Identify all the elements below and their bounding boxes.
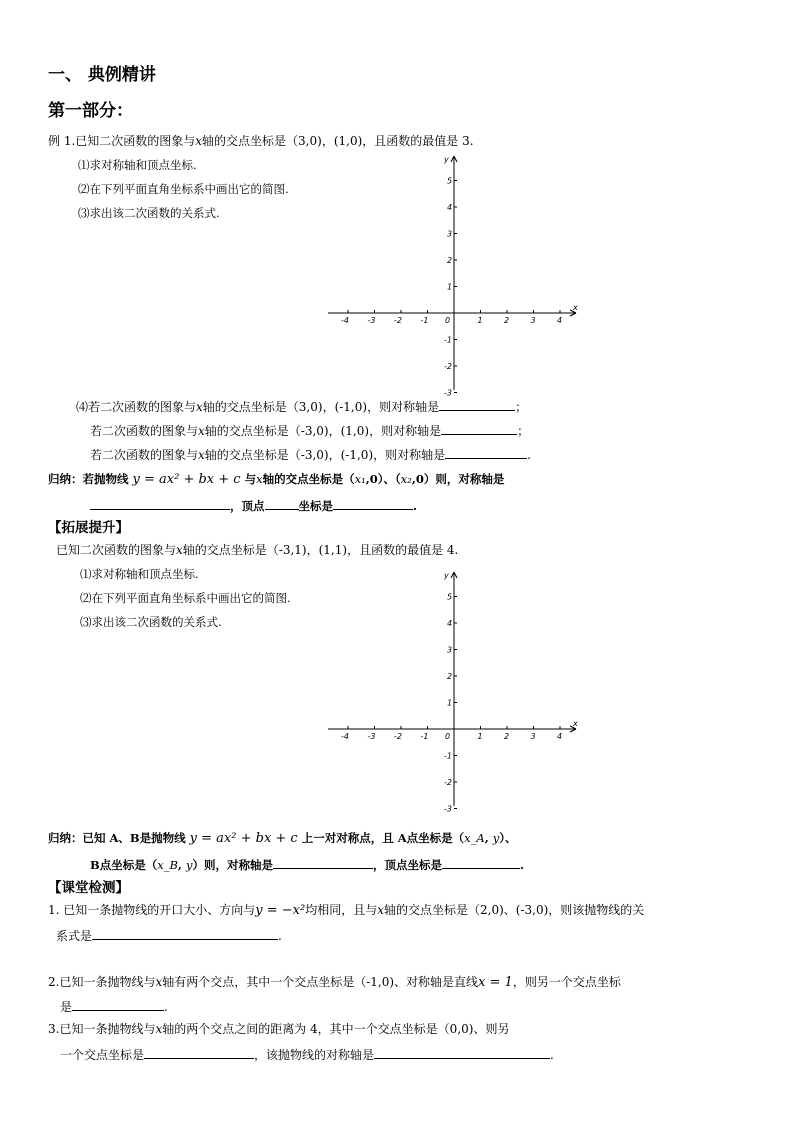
summary2-line1: 归纳：已知 A、B是抛物线 y = ax² + bx + c 上一对对称点，且 A点坐标是（x_A, y）、 [48, 831, 517, 846]
extend-q3: ⑶求出该二次函数的关系式. [80, 615, 222, 629]
coordinate-grid-2 [326, 566, 596, 816]
summary1-line1: 归纳：若抛物线 y = ax² + bx + c 与x轴的交点坐标是（x₁,0）、（x₂,0）则，对称轴是 [48, 472, 505, 487]
y-tick-label: 1 [447, 698, 453, 708]
example1-intro: 例 1.已知二次函数的图象与x轴的交点坐标是（3,0)，(1,0)，且函数的最值是 3. [48, 134, 474, 148]
example1-q4a: ⑷若二次函数的图象与x轴的交点坐标是（3,0)，(-1,0)，则对称轴是 ； [76, 400, 528, 414]
y-tick-label: 1 [447, 282, 453, 292]
y-tick-label: -2 [444, 362, 452, 371]
answer-blank[interactable] [265, 497, 299, 510]
y-tick-label: -1 [444, 335, 452, 345]
x-tick-label: 1 [477, 316, 483, 325]
y-tick-label: 5 [447, 592, 453, 602]
x-tick-label: -1 [420, 316, 429, 325]
x-tick-label: -2 [394, 316, 402, 325]
answer-blank[interactable] [92, 927, 278, 940]
summary2-line2: B点坐标是（x_B, y）则，对称轴是 ，顶点坐标是 . [90, 858, 524, 872]
y-tick-label: -1 [444, 751, 452, 761]
check-problem-1: 1. 已知一条抛物线的开口大小、方向与y = −x²均相同，且与x轴的交点坐标是（2,0)、(-3,0)，则该抛物线的关 [48, 903, 645, 918]
y-tick-label: 2 [447, 672, 453, 681]
extend-intro: 已知二次函数的图象与x轴的交点坐标是（-3,1)，(1,1)，且函数的最值是 4. [56, 543, 459, 557]
x-tick-label: -4 [341, 316, 349, 325]
answer-blank[interactable] [445, 446, 527, 459]
answer-blank[interactable] [442, 856, 520, 869]
extend-title: 【拓展提升】 [48, 520, 129, 536]
x-tick-label: 3 [530, 316, 536, 325]
example1-q2: ⑵在下列平面直角坐标系中画出它的简图. [78, 182, 289, 196]
y-axis-label: y [444, 571, 449, 580]
x-tick-label: 2 [504, 732, 510, 741]
x-tick-label: -2 [394, 732, 402, 741]
x-tick-label: -4 [341, 732, 349, 741]
x-tick-label: 4 [557, 316, 563, 325]
x-tick-label: 2 [504, 316, 510, 325]
y-tick-label: -2 [444, 778, 452, 787]
x-tick-label: -3 [367, 316, 376, 325]
check-problem-1-line2: 系式是 . [56, 929, 282, 943]
example1-q4b: 若二次函数的图象与x轴的交点坐标是（-3,0)，(1,0)，则对称轴是 ； [90, 424, 530, 438]
extend-q2: ⑵在下列平面直角坐标系中画出它的简图. [80, 591, 291, 605]
y-tick-label: -3 [444, 388, 452, 398]
section-heading: 一、 典例精讲 [48, 65, 156, 85]
origin-label: 0 [445, 732, 451, 741]
check-problem-2: 2.已知一条抛物线与x轴有两个交点，其中一个交点坐标是（-1,0)、对称轴是直线x = 1，则另一个交点坐标 [48, 975, 621, 990]
x-tick-label: -1 [420, 732, 429, 741]
y-tick-label: 4 [447, 203, 453, 212]
origin-label: 0 [445, 316, 451, 325]
y-tick-label: 2 [447, 256, 453, 265]
x-tick-label: 1 [477, 732, 483, 741]
example1-q1: ⑴求对称轴和顶点坐标. [78, 158, 197, 172]
y-axis-label: y [444, 155, 449, 164]
answer-blank[interactable] [90, 497, 230, 510]
y-tick-label: -3 [444, 804, 452, 814]
x-axis-label: x [573, 303, 578, 312]
x-axis-label: x [573, 719, 578, 728]
coordinate-grid-1 [326, 150, 596, 400]
summary1-line2: ，顶点 坐标是 . [90, 497, 417, 514]
answer-blank[interactable] [441, 422, 517, 435]
answer-blank[interactable] [333, 497, 413, 510]
answer-blank[interactable] [374, 1046, 550, 1059]
y-tick-label: 4 [447, 619, 453, 628]
check-title: 【课堂检测】 [48, 880, 129, 896]
check-problem-3-line2: 一个交点坐标是 ，该抛物线的对称轴是 . [60, 1048, 554, 1062]
check-problem-3: 3.已知一条抛物线与x轴的两个交点之间的距离为 4，其中一个交点坐标是（0,0)、则另 [48, 1022, 510, 1036]
example1-q3: ⑶求出该二次函数的关系式. [78, 206, 220, 220]
y-tick-label: 3 [447, 645, 453, 655]
y-tick-label: 5 [447, 176, 453, 186]
example1-q4c: 若二次函数的图象与x轴的交点坐标是（-3,0)，(-1,0)，则对称轴是 . [90, 448, 531, 462]
answer-blank[interactable] [273, 856, 373, 869]
check-problem-2-line2: 是 . [60, 1000, 168, 1014]
answer-blank[interactable] [144, 1046, 254, 1059]
y-tick-label: 3 [447, 229, 453, 239]
x-tick-label: 3 [530, 732, 536, 741]
part-heading: 第一部分： [48, 101, 133, 121]
x-tick-label: 4 [557, 732, 563, 741]
x-tick-label: -3 [367, 732, 376, 741]
answer-blank[interactable] [439, 398, 515, 411]
extend-q1: ⑴求对称轴和顶点坐标. [80, 567, 199, 581]
answer-blank[interactable] [72, 998, 164, 1011]
